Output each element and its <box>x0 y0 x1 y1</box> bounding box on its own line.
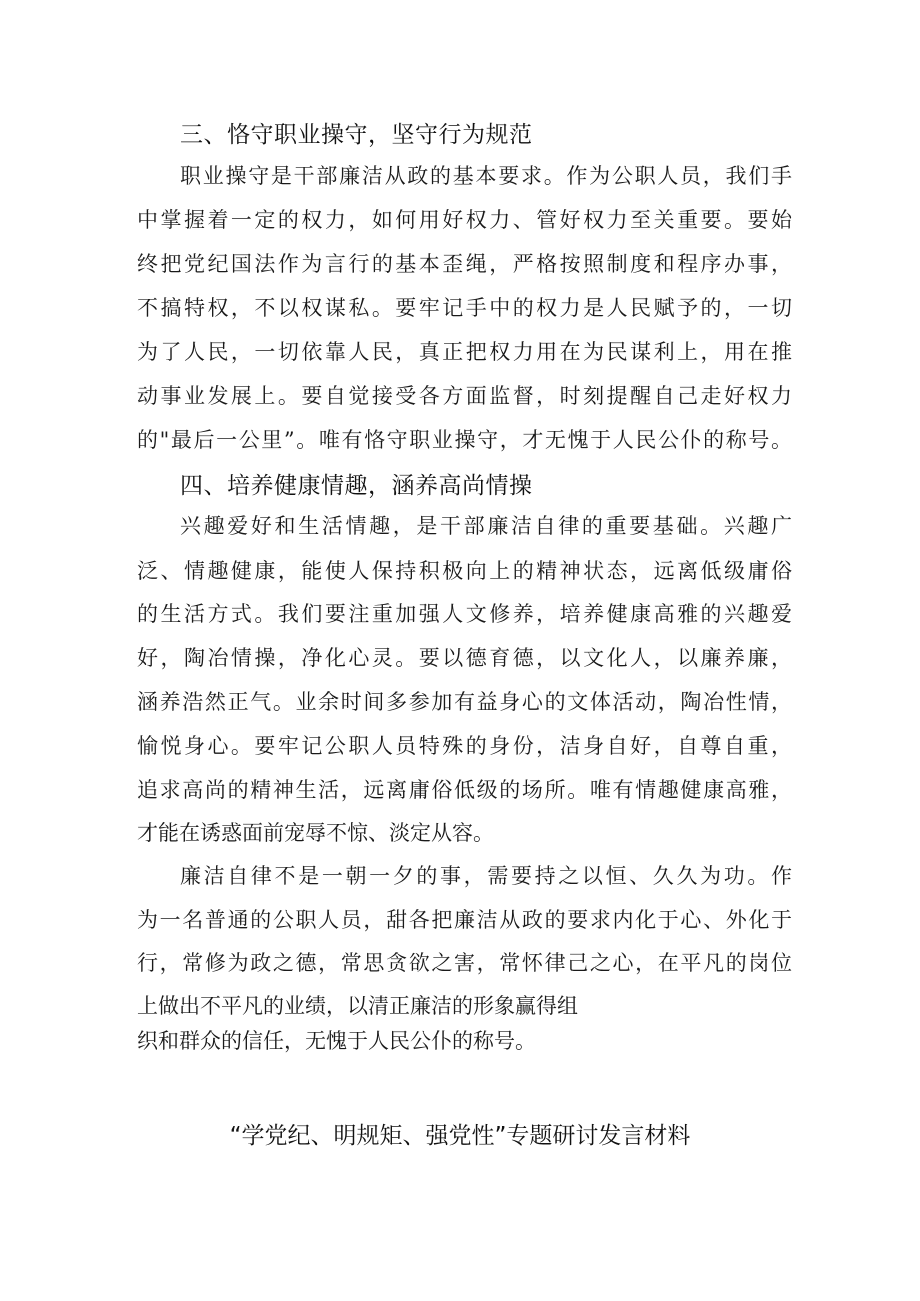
section-3-line: 动事业发展上。要自觉接受各方面监督，时刻提醒自己走好权力 <box>137 384 792 408</box>
section-4-line: 涵养浩然正气。业余时间多参加有益身心的文体活动，陶冶性情， <box>137 690 792 714</box>
section-3-line: 为了人民，一切依靠人民，真正把权力用在为民谋利上，用在推 <box>137 340 792 364</box>
next-document-title: “学党纪、明规矩、强党性”专题研讨发言材料 <box>229 1123 691 1149</box>
conclusion-line: 为一名普通的公职人员，甜各把廉洁从政的要求内化于心、外化于 <box>137 908 792 932</box>
section-4-line: 愉悦身心。要牢记公职人员特殊的身份，洁身自好，自尊自重， <box>137 734 792 758</box>
conclusion-line: 行，常修为政之德，常思贪欲之害，常怀律己之心，在平凡的岗位 <box>137 951 792 975</box>
section-4-line: 泛、情趣健康，能使人保持积极向上的精神状态，远离低级庸俗 <box>137 559 792 583</box>
section-3-line: 不搞特权，不以权谋私。要牢记手中的权力是人民赋予的，一切 <box>137 296 792 320</box>
conclusion-line: 廉洁自律不是一朝一夕的事，需要持之以恒、久久为功。作 <box>180 864 792 888</box>
section-4-line: 的生活方式。我们要注重加强人文修养，培养健康高雅的兴趣爱 <box>137 602 792 626</box>
conclusion-line: 织和群众的信任，无愧于人民公仆的称号。 <box>137 1029 536 1053</box>
conclusion-line: 上做出不平凡的业绩，以清正廉洁的形象赢得组 <box>137 994 578 1018</box>
section-4-line: 才能在诱惑面前宠辱不惊、淡定从容。 <box>137 821 494 845</box>
section-3-line: 中掌握着一定的权力，如何用好权力、管好权力至关重要。要始 <box>137 208 792 232</box>
section-4-line: 追求高尚的精神生活，远离庸俗低级的场所。唯有情趣健康高雅， <box>137 778 792 802</box>
section-3-line: 的"最后一公里”。唯有恪守职业操守，才无愧于人民公仆的称号。 <box>137 428 792 452</box>
section-4-line: 好，陶冶情操，净化心灵。要以德育德，以文化人，以廉养廉， <box>137 646 792 670</box>
section-3-line: 终把党纪国法作为言行的基本歪绳，严格按照制度和程序办事， <box>137 252 792 276</box>
section-3-heading: 三、恪守职业操守，坚守行为规范 <box>180 122 533 148</box>
section-3-line: 职业操守是干部廉洁从政的基本要求。作为公职人员，我们手 <box>180 164 792 188</box>
section-4-line: 兴趣爱好和生活情趣，是干部廉洁自律的重要基础。兴趣广 <box>180 514 792 538</box>
section-4-heading: 四、培养健康情趣，涵养高尚情操 <box>180 473 533 499</box>
